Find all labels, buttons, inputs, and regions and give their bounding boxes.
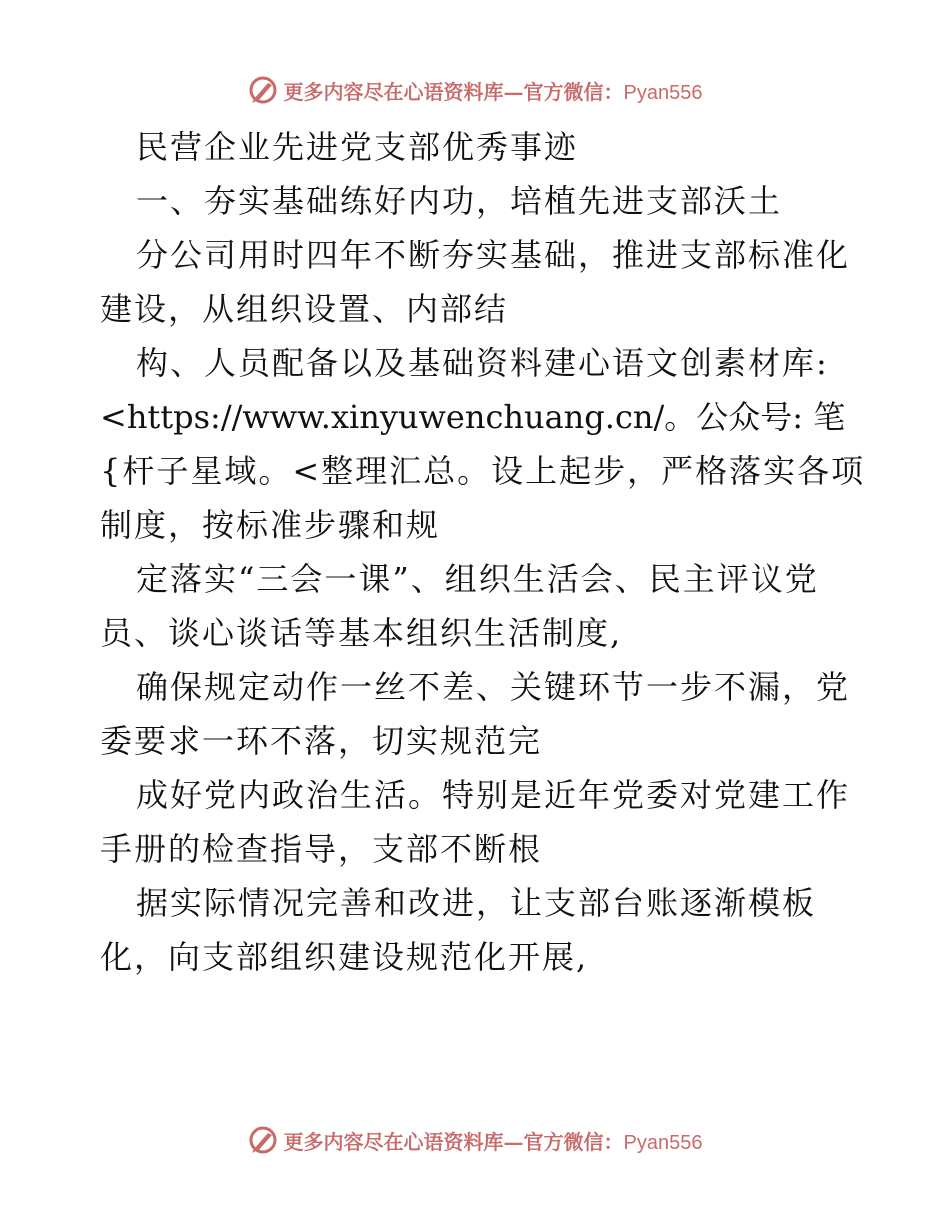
paragraph-line: {杆子星域。<整理汇总。设上起步，严格落实各项 — [100, 452, 866, 490]
paragraph-line: 手册的检查指导，支部不断根 — [100, 830, 543, 868]
document-body — [100, 120, 866, 984]
paragraph-line: 构、人员配备以及基础资料建心语文创素材库: — [136, 344, 829, 382]
paragraph-line: 分公司用时四年不断夯实基础，推进支部标准化 — [136, 236, 851, 274]
pen-logo-icon — [248, 75, 278, 105]
pen-logo-icon — [248, 1125, 278, 1155]
header-banner-contact: Pyan556 — [623, 81, 703, 104]
paragraph-line: 员、谈心谈话等基本组织生活制度, — [100, 614, 623, 652]
document-title: 民营企业先进党支部优秀事迹 — [136, 128, 579, 166]
paragraph-line: 据实际情况完善和改进，让支部台账逐渐模板 — [136, 884, 817, 922]
paragraph-line: 定落实“三会一课”、组织生活会、民主评议党 — [136, 560, 819, 598]
section-heading: 一、夯实基础练好内功，培植先进支部沃土 — [136, 182, 783, 220]
footer-banner-text: 更多内容尽在心语资料库—官方微信：Pyan556 — [283, 1129, 703, 1154]
header-banner — [0, 70, 950, 110]
footer-banner — [0, 1120, 950, 1160]
paragraph-line: 制度，按标准步骤和规 — [100, 506, 441, 544]
paragraph-line: 确保规定动作一丝不差、关键环节一步不漏，党 — [136, 668, 851, 706]
header-banner-text: 更多内容尽在心语资料库—官方微信：Pyan556 — [283, 79, 703, 104]
footer-banner-contact: Pyan556 — [623, 1131, 703, 1154]
paragraph-line: 化，向支部组织建设规范化开展, — [100, 938, 589, 976]
paragraph-line: 建设，从组织设置、内部结 — [100, 290, 509, 328]
paragraph-line: <https://www.xinyuwenchuang.cn/。公众号: 笔 — [100, 398, 846, 436]
paragraph-line: 成好党内政治生活。特别是近年党委对党建工作 — [136, 776, 851, 814]
paragraph-line: 委要求一环不落，切实规范完 — [100, 722, 543, 760]
